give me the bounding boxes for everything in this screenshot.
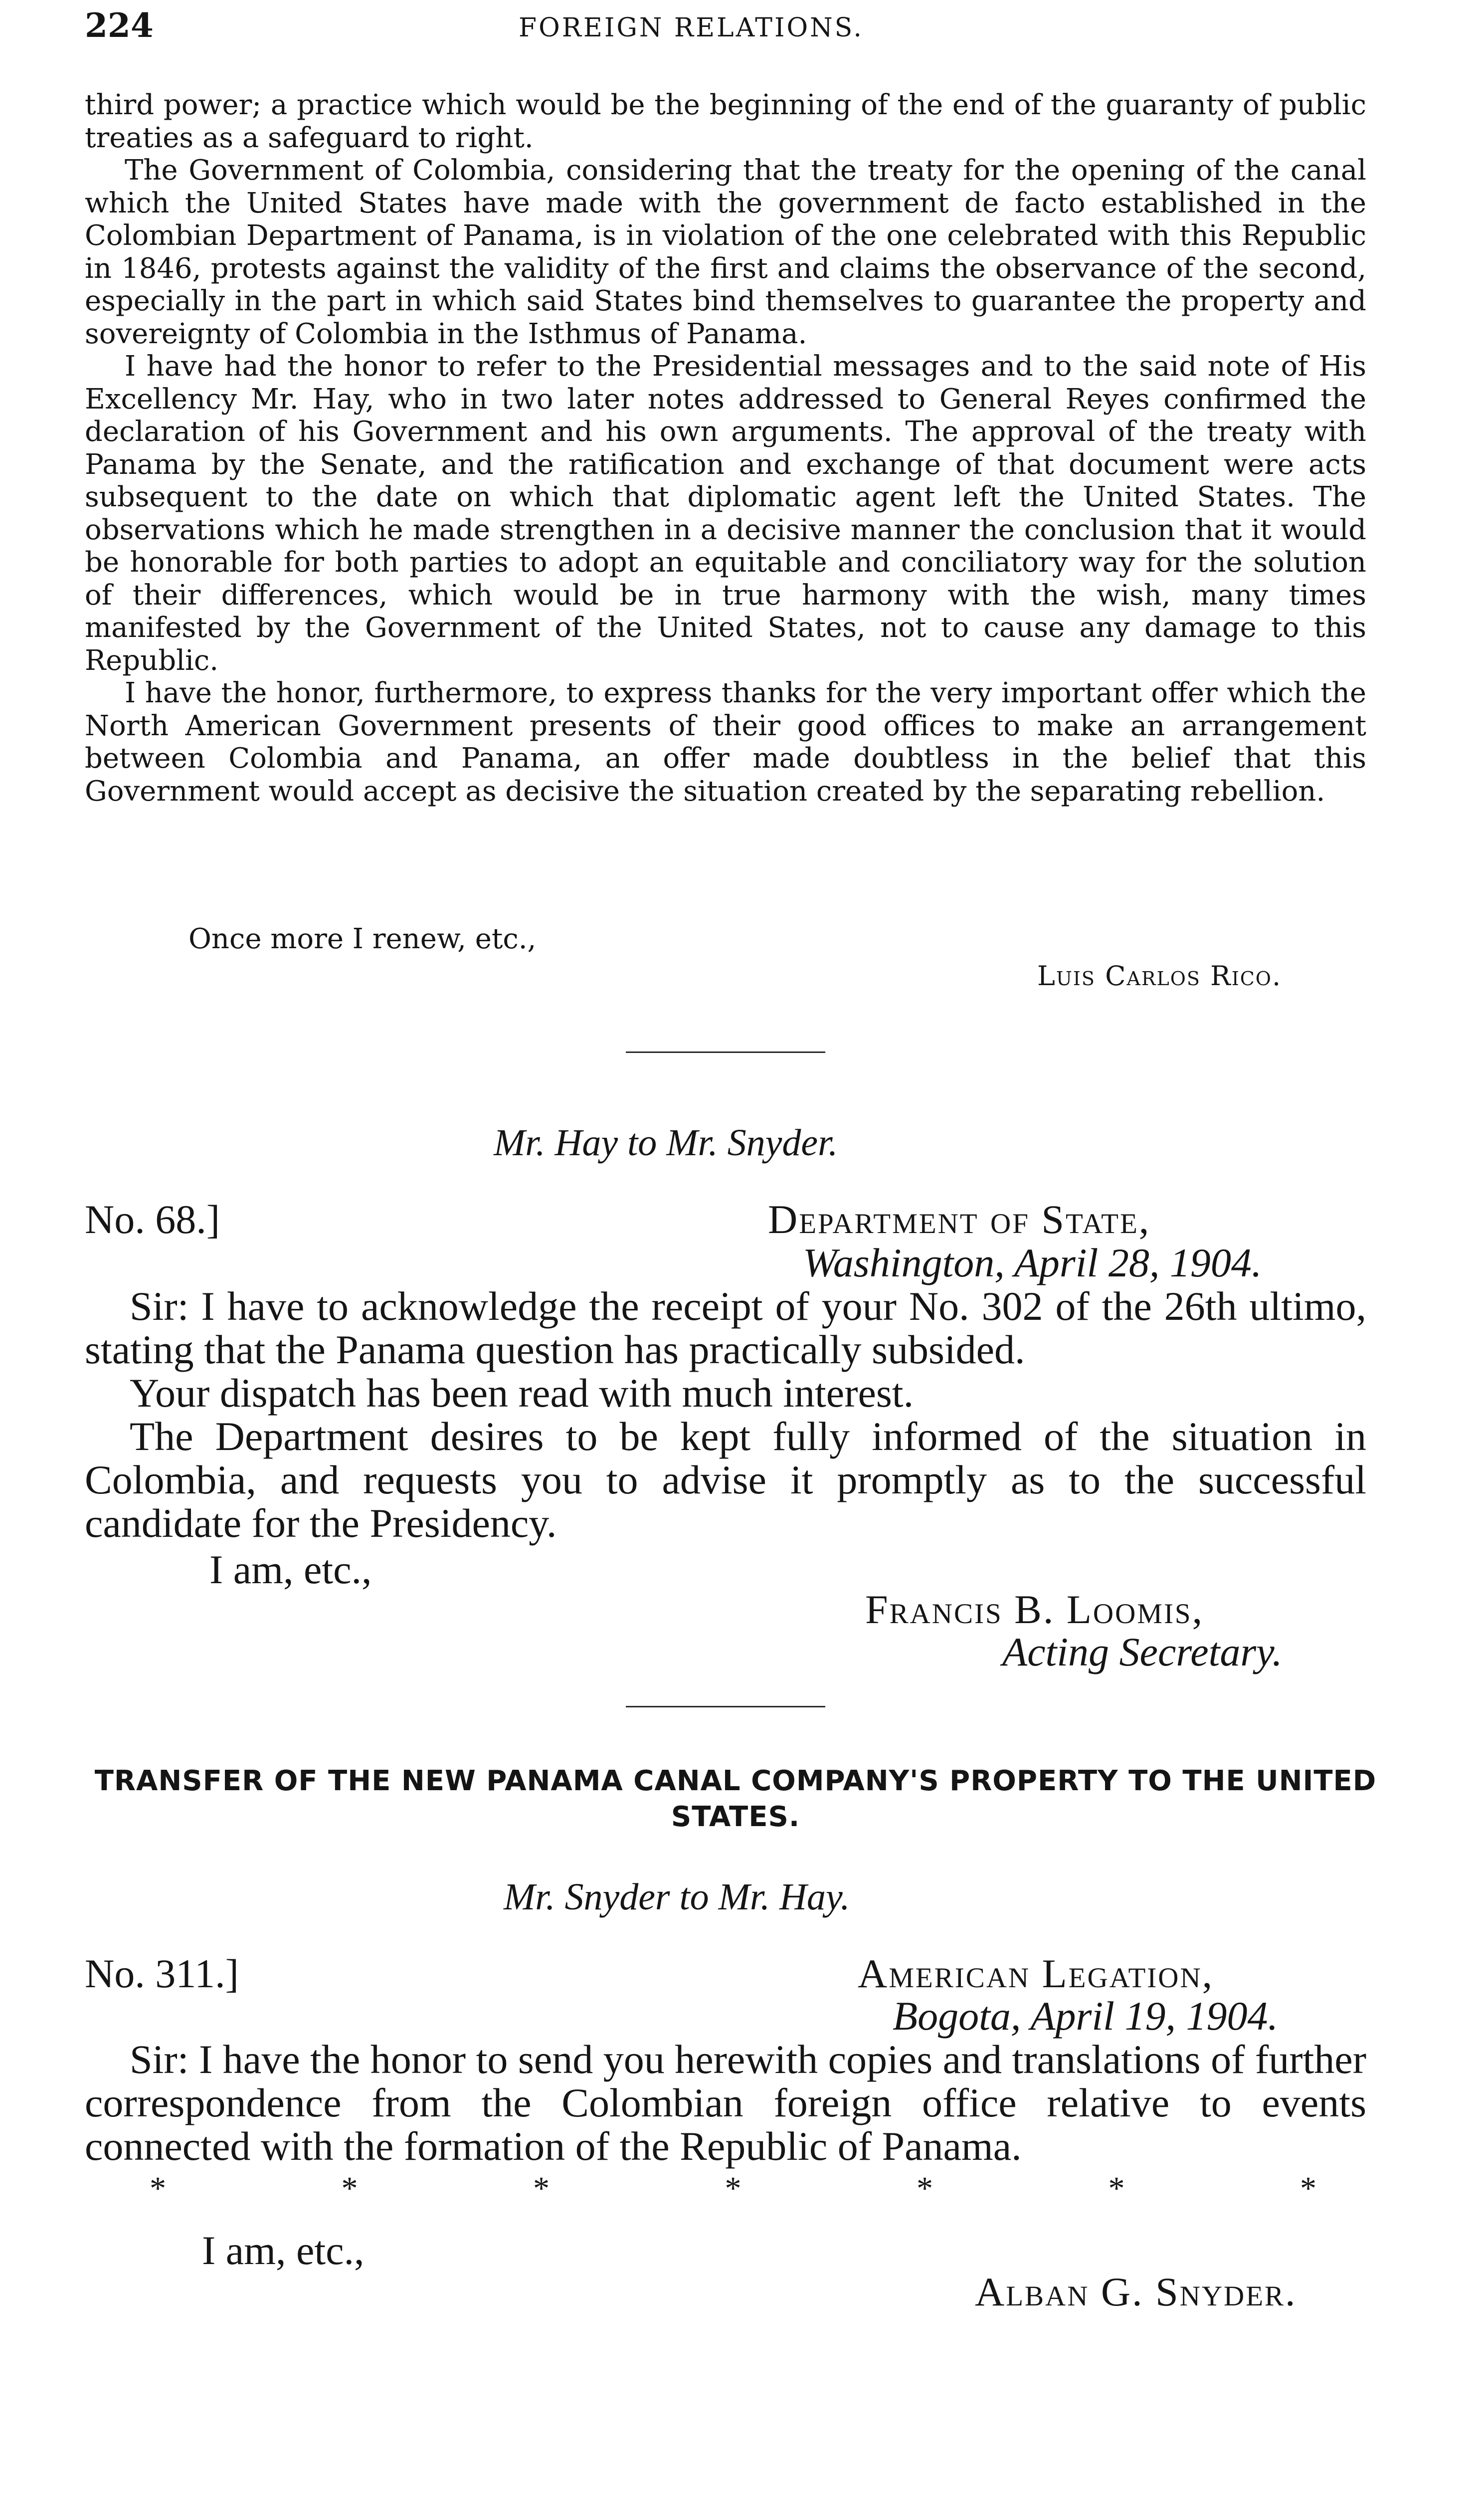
letter-number: No. 68.] xyxy=(85,1197,220,1242)
section-title: TRANSFER OF THE NEW PANAMA CANAL COMPANY'S PROPERTY TO THE UNITED STATES. xyxy=(94,1765,1377,1833)
rico-signature: Luis Carlos Rico. xyxy=(1037,960,1282,992)
star: * xyxy=(1300,2170,1316,2207)
star: * xyxy=(533,2170,550,2207)
letter-number: No. 311.] xyxy=(85,1951,239,1996)
hay-closing: I am, etc., xyxy=(209,1547,372,1592)
rico-closing: Once more I renew, etc., xyxy=(188,923,537,955)
star: * xyxy=(150,2170,166,2207)
rico-paragraph: I have the honor, furthermore, to express thanks for the very important offer which the North American Government presents of their good offices to make an arrangement between Colombia and Panama, an offer made doubtless in the belief that this Government would accept as decisive the situation created by the separating rebellion. xyxy=(85,677,1366,808)
snyder-signature: Alban G. Snyder. xyxy=(975,2269,1297,2314)
rico-paragraph: third power; a practice which would be the beginning of the end of the guaranty of public treaties as a safeguard to right. xyxy=(85,89,1366,154)
star: * xyxy=(1108,2170,1125,2207)
letter-office: American Legation, xyxy=(858,1951,1214,1996)
hay-letter-body xyxy=(85,1284,1366,1545)
star: * xyxy=(917,2170,933,2207)
rico-paragraph: I have had the honor to refer to the Presidential messages and to the said note of His Excellency Mr. Hay, who in two later notes addressed to General Reyes confirmed the declaration of his Government and his own arguments. The approval of the treaty with Panama by the Senate, and the ratification and exchange of that document were acts subsequent to the date on which that diplomatic agent left the United States. The observations which he made strengthen in a decisive manner the conclusion that it would be honorable for both parties to adopt an equitable and conciliatory way for the solution of their differences, which would be in true harmony with the wish, many times manifested by the Government of the United States, not to cause any damage to this Republic. xyxy=(85,350,1366,677)
divider xyxy=(626,1706,825,1707)
hay-signature: Francis B. Loomis, xyxy=(865,1587,1204,1632)
hay-paragraph: The Department desires to be kept fully informed of the situation in Colombia, and requests you to advise it promptly as to the successful candidate for the Presidency. xyxy=(85,1414,1366,1546)
snyder-letter-body xyxy=(85,2038,1366,2168)
star: * xyxy=(725,2170,742,2207)
rico-letter-body xyxy=(85,89,1366,808)
hay-paragraph: Sir: I have to acknowledge the receipt of your No. 302 of the 26th ultimo, stating that the Panama question has practically subsided. xyxy=(85,1283,1366,1372)
letter-place-date: Bogota, April 19, 1904. xyxy=(893,1993,1278,2039)
hay-paragraph: Your dispatch has been read with much interest. xyxy=(130,1370,914,1416)
letter-office: Department of State, xyxy=(768,1197,1151,1242)
running-title: FOREIGN RELATIONS. xyxy=(519,13,864,43)
letter-heading: Mr. Snyder to Mr. Hay. xyxy=(504,1876,850,1918)
hay-signature-title: Acting Secretary. xyxy=(1002,1629,1283,1674)
snyder-closing: I am, etc., xyxy=(202,2228,365,2273)
letter-heading: Mr. Hay to Mr. Snyder. xyxy=(494,1122,838,1164)
page-number: 224 xyxy=(85,6,154,45)
letter-place-date: Washington, April 28, 1904. xyxy=(803,1240,1262,1285)
rico-paragraph: The Government of Colombia, considering that the treaty for the opening of the canal which the United States have made with the government de facto established in the Colombian Department of Panama, is in violation of the one celebrated with this Republic in 1846, protests against the validity of the first and claims the observance of the second, especially in the part in which said States bind themselves to guarantee the property and sovereignty of Colombia in the Isthmus of Panama. xyxy=(85,154,1366,350)
star: * xyxy=(341,2170,358,2207)
ellipsis-stars xyxy=(150,2170,1316,2208)
divider xyxy=(626,1051,825,1053)
snyder-paragraph: Sir: I have the honor to send you herewith copies and translations of further correspondence from the Colombian foreign office relative to events connected with the formation of the Republic of Panama. xyxy=(85,2037,1366,2169)
